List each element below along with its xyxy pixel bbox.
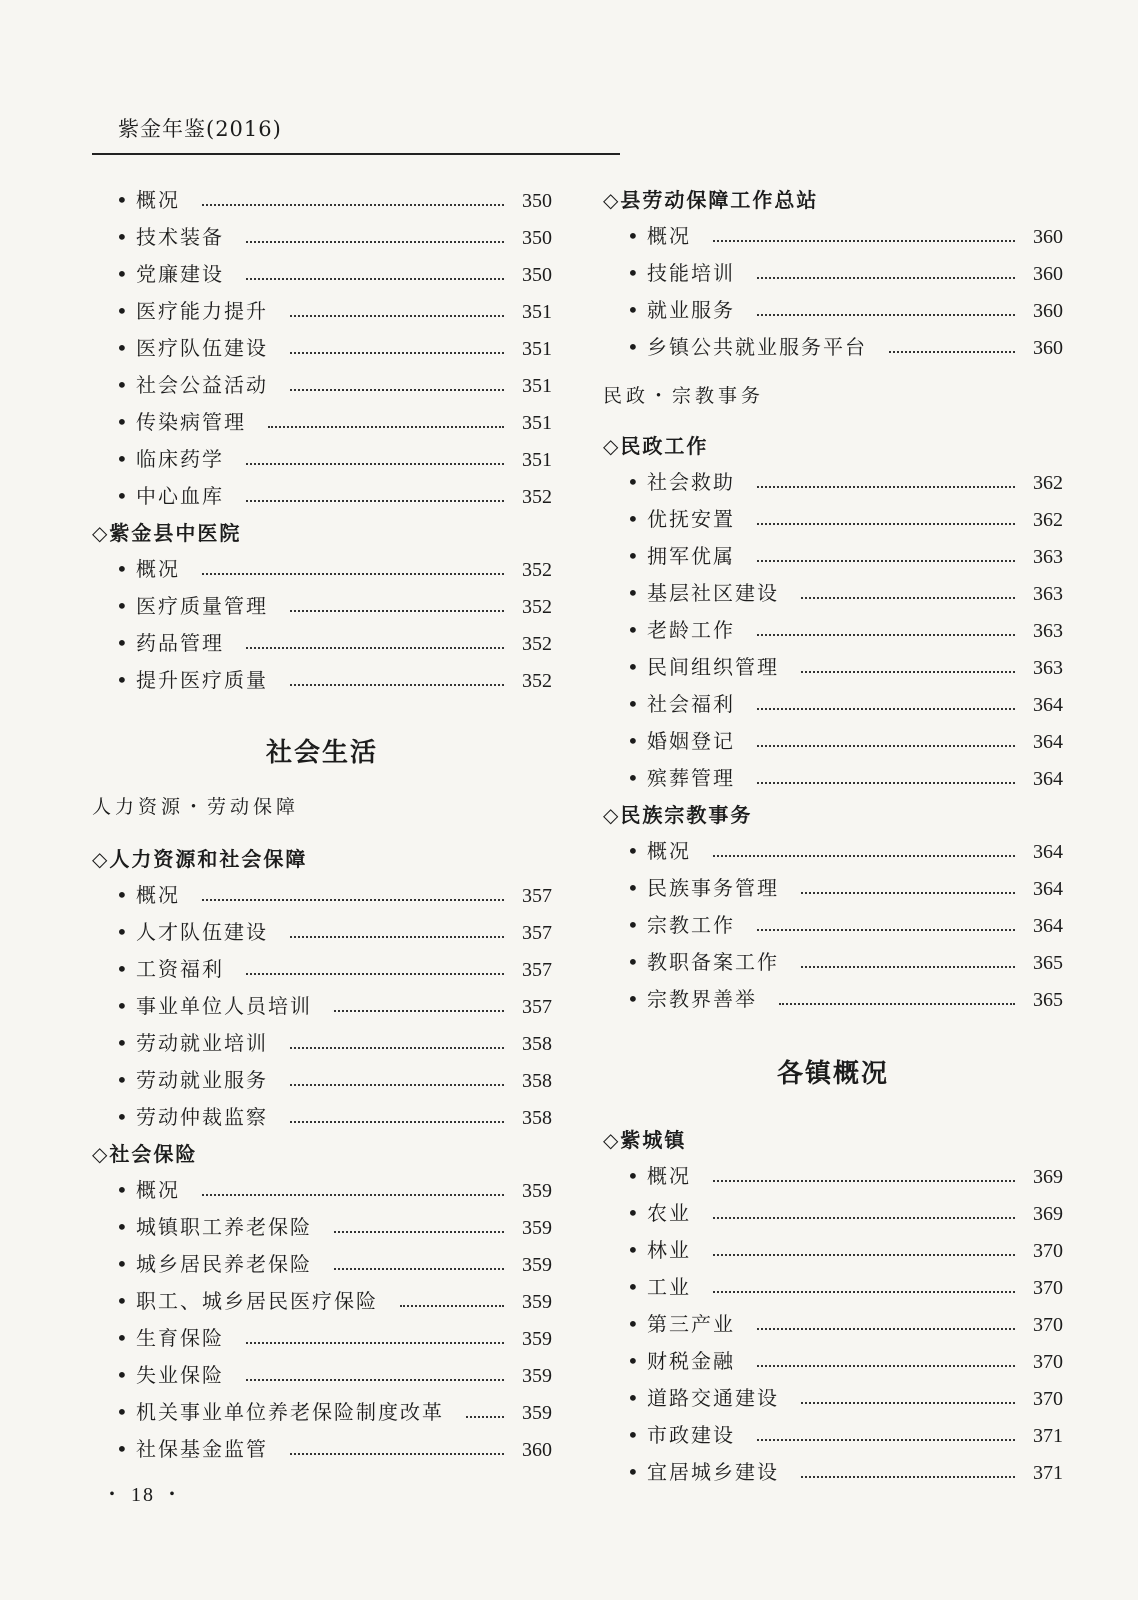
bullet-icon: •: [627, 950, 639, 974]
toc-entry-label: 市政建设: [647, 1423, 735, 1447]
dot-leader: [400, 1304, 504, 1307]
toc-entry-label: 拥军优属: [647, 544, 735, 568]
toc-entry-page: 360: [522, 1439, 552, 1461]
dot-leader: [290, 314, 504, 317]
dot-leader: [757, 276, 1015, 279]
toc-entry-page: 359: [522, 1180, 552, 1202]
dot-leader: [334, 1230, 504, 1233]
toc-entry-page: 358: [522, 1107, 552, 1129]
toc-entry-label: 社保基金监管: [136, 1437, 268, 1461]
dot-leader: [290, 935, 504, 938]
toc-entry-label: 林业: [647, 1238, 691, 1262]
toc-entry-label: 技术装备: [136, 225, 224, 249]
toc-entry[interactable]: [603, 464, 1063, 501]
bullet-icon: •: [627, 766, 639, 790]
toc-entry-label: 老龄工作: [647, 618, 735, 642]
bullet-icon: •: [116, 1363, 128, 1387]
toc-entry-label: 医疗能力提升: [136, 299, 268, 323]
toc-entry-label: 优抚安置: [647, 507, 735, 531]
toc-entry-page: 352: [522, 559, 552, 581]
toc-entry-label: 生育保险: [136, 1326, 224, 1350]
toc-entry-page: 363: [1033, 546, 1063, 568]
toc-entry-label: 宗教界善举: [647, 987, 757, 1011]
dot-leader: [290, 388, 504, 391]
toc-entry-page: 352: [522, 596, 552, 618]
toc-entry-page: 357: [522, 959, 552, 981]
bullet-icon: •: [116, 225, 128, 249]
toc-entry-label: 殡葬管理: [647, 766, 735, 790]
dot-leader: [246, 499, 504, 502]
toc-entry-page: 369: [1033, 1203, 1063, 1225]
dot-leader: [757, 707, 1015, 710]
toc-entry[interactable]: [603, 292, 1063, 329]
toc-entry-page: 362: [1033, 472, 1063, 494]
dot-leader: [246, 277, 504, 280]
dot-leader: [290, 1120, 504, 1123]
toc-entry[interactable]: [92, 1099, 552, 1136]
bullet-icon: •: [627, 470, 639, 494]
dot-leader: [290, 1452, 504, 1455]
bullet-icon: •: [116, 1400, 128, 1424]
toc-entry-page: 363: [1033, 620, 1063, 642]
bullet-icon: •: [116, 1437, 128, 1461]
toc-entry[interactable]: [92, 625, 552, 662]
toc-entry[interactable]: [603, 575, 1063, 612]
dot-leader: [202, 572, 504, 575]
toc-entry-page: 357: [522, 885, 552, 907]
toc-group-right-3: [603, 833, 1063, 1018]
dot-leader: [713, 1253, 1015, 1256]
toc-entry-label: 传染病管理: [136, 410, 246, 434]
toc-entry[interactable]: [603, 944, 1063, 981]
bullet-icon: •: [116, 1178, 128, 1202]
toc-entry-page: 350: [522, 264, 552, 286]
toc-entry-page: 351: [522, 375, 552, 397]
toc-entry-page: 364: [1033, 841, 1063, 863]
toc-entry[interactable]: [92, 1172, 552, 1209]
toc-entry[interactable]: [603, 1343, 1063, 1380]
toc-entry-label: 民间组织管理: [647, 655, 779, 679]
toc-entry-page: 364: [1033, 915, 1063, 937]
bullet-icon: •: [627, 1275, 639, 1299]
toc-entry[interactable]: [603, 981, 1063, 1018]
dot-leader: [779, 1002, 1015, 1005]
category-heading: 民政・宗教事务: [603, 385, 765, 407]
toc-entry-page: 370: [1033, 1388, 1063, 1410]
toc-entry-page: 359: [522, 1254, 552, 1276]
bullet-icon: •: [116, 994, 128, 1018]
dot-leader: [713, 1179, 1015, 1182]
bullet-icon: •: [116, 299, 128, 323]
toc-entry-label: 中心血库: [136, 484, 224, 508]
dot-leader: [246, 462, 504, 465]
toc-entry-label: 婚姻登记: [647, 729, 735, 753]
dot-leader: [246, 1341, 504, 1344]
toc-entry[interactable]: [92, 551, 552, 588]
toc-entry[interactable]: [92, 1209, 552, 1246]
bullet-icon: •: [627, 839, 639, 863]
toc-entry-label: 劳动就业培训: [136, 1031, 268, 1055]
dot-leader: [290, 351, 504, 354]
bullet-icon: •: [116, 373, 128, 397]
toc-entry[interactable]: [92, 367, 552, 404]
toc-entry[interactable]: [603, 907, 1063, 944]
toc-entry-page: 370: [1033, 1351, 1063, 1373]
toc-entry-label: 医疗质量管理: [136, 594, 268, 618]
bullet-icon: •: [627, 618, 639, 642]
dot-leader: [246, 1378, 504, 1381]
toc-entry-label: 基层社区建设: [647, 581, 779, 605]
toc-entry-page: 364: [1033, 694, 1063, 716]
bullet-icon: •: [627, 1164, 639, 1188]
toc-entry[interactable]: [603, 723, 1063, 760]
dot-leader: [246, 646, 504, 649]
bullet-icon: •: [116, 920, 128, 944]
toc-entry-label: 社会福利: [647, 692, 735, 716]
toc-entry-page: 369: [1033, 1166, 1063, 1188]
bullet-icon: •: [627, 692, 639, 716]
dot-leader: [757, 633, 1015, 636]
bullet-icon: •: [116, 668, 128, 692]
toc-entry-page: 357: [522, 996, 552, 1018]
toc-group-left-3: [92, 877, 552, 1136]
toc-entry-page: 352: [522, 486, 552, 508]
toc-entry-label: 道路交通建设: [647, 1386, 779, 1410]
page-number: ・ 18 ・: [102, 1484, 184, 1506]
toc-entry-label: 概况: [647, 224, 691, 248]
toc-group-left-4: [92, 1172, 552, 1468]
toc-entry-page: 359: [522, 1291, 552, 1313]
toc-entry-label: 就业服务: [647, 298, 735, 322]
toc-entry-page: 370: [1033, 1240, 1063, 1262]
toc-entry-page: 370: [1033, 1277, 1063, 1299]
toc-entry-label: 职工、城乡居民医疗保险: [136, 1289, 378, 1313]
toc-entry[interactable]: [603, 1269, 1063, 1306]
bullet-icon: •: [627, 1349, 639, 1373]
right-column: [603, 182, 1063, 1491]
toc-entry-label: 药品管理: [136, 631, 224, 655]
toc-entry-label: 社会救助: [647, 470, 735, 494]
dot-leader: [713, 1290, 1015, 1293]
toc-entry[interactable]: [92, 182, 552, 219]
bullet-icon: •: [627, 1201, 639, 1225]
bullet-icon: •: [116, 557, 128, 581]
bullet-icon: •: [627, 224, 639, 248]
bullet-icon: •: [627, 544, 639, 568]
toc-entry[interactable]: [92, 588, 552, 625]
section-heading: ◇社会保险: [92, 1142, 198, 1166]
toc-entry-label: 机关事业单位养老保险制度改革: [136, 1400, 444, 1424]
dot-leader: [757, 522, 1015, 525]
bullet-icon: •: [627, 507, 639, 531]
toc-entry[interactable]: [603, 870, 1063, 907]
toc-entry-label: 财税金融: [647, 1349, 735, 1373]
toc-entry-label: 医疗队伍建设: [136, 336, 268, 360]
toc-entry[interactable]: [603, 1417, 1063, 1454]
dot-leader: [757, 1438, 1015, 1441]
section-heading: ◇县劳动保障工作总站: [603, 188, 819, 212]
toc-entry-page: 364: [1033, 768, 1063, 790]
toc-entry[interactable]: [92, 1246, 552, 1283]
toc-entry[interactable]: [603, 218, 1063, 255]
bullet-icon: •: [627, 655, 639, 679]
toc-entry-page: 363: [1033, 657, 1063, 679]
toc-entry-page: 351: [522, 338, 552, 360]
bullet-icon: •: [116, 336, 128, 360]
toc-entry[interactable]: [603, 686, 1063, 723]
toc-entry[interactable]: [92, 988, 552, 1025]
toc-entry-label: 城镇职工养老保险: [136, 1215, 312, 1239]
section-heading: ◇民族宗教事务: [603, 803, 753, 827]
dot-leader: [713, 854, 1015, 857]
dot-leader: [757, 781, 1015, 784]
toc-entry[interactable]: [603, 255, 1063, 292]
toc-entry-page: 360: [1033, 263, 1063, 285]
toc-entry[interactable]: [92, 478, 552, 515]
toc-group-left-1: [92, 182, 552, 515]
bullet-icon: •: [116, 1289, 128, 1313]
dot-leader: [246, 972, 504, 975]
dot-leader: [889, 350, 1015, 353]
bullet-icon: •: [627, 987, 639, 1011]
toc-entry-label: 宜居城乡建设: [647, 1460, 779, 1484]
bullet-icon: •: [627, 298, 639, 322]
toc-entry-label: 技能培训: [647, 261, 735, 285]
left-column: [92, 182, 552, 1468]
toc-entry-label: 城乡居民养老保险: [136, 1252, 312, 1276]
dot-leader: [334, 1009, 504, 1012]
toc-entry-label: 劳动就业服务: [136, 1068, 268, 1092]
dot-leader: [334, 1267, 504, 1270]
bullet-icon: •: [116, 484, 128, 508]
bullet-icon: •: [116, 1252, 128, 1276]
toc-entry-label: 概况: [136, 883, 180, 907]
bullet-icon: •: [627, 1386, 639, 1410]
toc-entry-page: 362: [1033, 509, 1063, 531]
toc-entry[interactable]: [92, 330, 552, 367]
toc-entry[interactable]: [603, 501, 1063, 538]
toc-entry[interactable]: [92, 1394, 552, 1431]
toc-entry-page: 365: [1033, 952, 1063, 974]
toc-entry-label: 宗教工作: [647, 913, 735, 937]
bullet-icon: •: [116, 1068, 128, 1092]
toc-entry[interactable]: [603, 1232, 1063, 1269]
toc-entry-label: 概况: [136, 1178, 180, 1202]
bullet-icon: •: [116, 957, 128, 981]
toc-entry-label: 事业单位人员培训: [136, 994, 312, 1018]
dot-leader: [246, 240, 504, 243]
toc-entry-label: 工资福利: [136, 957, 224, 981]
toc-entry[interactable]: [603, 760, 1063, 797]
toc-entry[interactable]: [92, 1320, 552, 1357]
toc-entry[interactable]: [92, 1357, 552, 1394]
toc-entry[interactable]: [603, 329, 1063, 366]
toc-entry[interactable]: [92, 662, 552, 699]
section-heading: ◇民政工作: [603, 434, 709, 458]
toc-entry-page: 371: [1033, 1425, 1063, 1447]
toc-entry-label: 社会公益活动: [136, 373, 268, 397]
toc-entry[interactable]: [92, 441, 552, 478]
toc-entry-label: 教职备案工作: [647, 950, 779, 974]
toc-entry-page: 359: [522, 1402, 552, 1424]
toc-entry-label: 工业: [647, 1275, 691, 1299]
chapter-heading: 各镇概况: [776, 1059, 889, 1089]
toc-entry[interactable]: [92, 1431, 552, 1468]
toc-group-right-1: [603, 218, 1063, 366]
bullet-icon: •: [116, 188, 128, 212]
dot-leader: [801, 1401, 1015, 1404]
dot-leader: [713, 239, 1015, 242]
dot-leader: [801, 891, 1015, 894]
toc-entry[interactable]: [92, 293, 552, 330]
toc-entry[interactable]: [603, 1380, 1063, 1417]
toc-entry-label: 临床药学: [136, 447, 224, 471]
bullet-icon: •: [627, 876, 639, 900]
bullet-icon: •: [116, 262, 128, 286]
category-heading: 人力资源・劳动保障: [92, 796, 300, 818]
chapter-heading: 社会生活: [265, 738, 378, 768]
toc-group-left-2: [92, 551, 552, 699]
bullet-icon: •: [627, 1312, 639, 1336]
toc-entry-page: 365: [1033, 989, 1063, 1011]
toc-entry-page: 364: [1033, 731, 1063, 753]
running-header-title: 紫金年鉴(2016): [118, 117, 282, 141]
dot-leader: [713, 1216, 1015, 1219]
section-heading: ◇人力资源和社会保障: [92, 847, 308, 871]
toc-entry[interactable]: [92, 1062, 552, 1099]
toc-entry-label: 农业: [647, 1201, 691, 1225]
toc-entry-page: 370: [1033, 1314, 1063, 1336]
section-heading: ◇紫城镇: [603, 1128, 687, 1152]
toc-entry-page: 358: [522, 1033, 552, 1055]
bullet-icon: •: [116, 410, 128, 434]
toc-entry-page: 350: [522, 190, 552, 212]
toc-entry[interactable]: [603, 1306, 1063, 1343]
toc-entry-label: 概况: [136, 557, 180, 581]
dot-leader: [757, 485, 1015, 488]
toc-entry[interactable]: [603, 1158, 1063, 1195]
bullet-icon: •: [627, 1238, 639, 1262]
toc-entry-page: 352: [522, 670, 552, 692]
toc-entry[interactable]: [603, 538, 1063, 575]
toc-entry-label: 概况: [647, 1164, 691, 1188]
toc-entry-label: 第三产业: [647, 1312, 735, 1336]
toc-entry[interactable]: [92, 256, 552, 293]
dot-leader: [202, 898, 504, 901]
toc-entry-page: 363: [1033, 583, 1063, 605]
dot-leader: [801, 670, 1015, 673]
dot-leader: [290, 1046, 504, 1049]
bullet-icon: •: [116, 883, 128, 907]
toc-entry-page: 351: [522, 301, 552, 323]
toc-entry-page: 352: [522, 633, 552, 655]
toc-entry-page: 359: [522, 1365, 552, 1387]
toc-entry-page: 350: [522, 227, 552, 249]
toc-entry-label: 人才队伍建设: [136, 920, 268, 944]
dot-leader: [757, 1364, 1015, 1367]
toc-group-right-2: [603, 464, 1063, 797]
toc-entry-page: 359: [522, 1328, 552, 1350]
dot-leader: [757, 928, 1015, 931]
dot-leader: [801, 965, 1015, 968]
toc-entry[interactable]: [92, 1025, 552, 1062]
bullet-icon: •: [116, 1215, 128, 1239]
bullet-icon: •: [116, 631, 128, 655]
toc-entry-label: 概况: [136, 188, 180, 212]
toc-entry-page: 359: [522, 1217, 552, 1239]
toc-entry-page: 360: [1033, 226, 1063, 248]
dot-leader: [202, 1193, 504, 1196]
toc-entry[interactable]: [92, 914, 552, 951]
bullet-icon: •: [627, 1460, 639, 1484]
dot-leader: [757, 559, 1015, 562]
toc-entry-page: 360: [1033, 337, 1063, 359]
toc-entry-page: 364: [1033, 878, 1063, 900]
bullet-icon: •: [116, 1105, 128, 1129]
toc-entry-page: 357: [522, 922, 552, 944]
bullet-icon: •: [627, 335, 639, 359]
toc-entry[interactable]: [603, 833, 1063, 870]
toc-entry[interactable]: [92, 877, 552, 914]
toc-entry[interactable]: [92, 1283, 552, 1320]
toc-entry-page: 371: [1033, 1462, 1063, 1484]
toc-entry-page: 358: [522, 1070, 552, 1092]
dot-leader: [268, 425, 504, 428]
toc-group-right-4: [603, 1158, 1063, 1491]
toc-entry[interactable]: [603, 1454, 1063, 1491]
dot-leader: [801, 1475, 1015, 1478]
bullet-icon: •: [627, 581, 639, 605]
toc-entry-label: 乡镇公共就业服务平台: [647, 335, 867, 359]
toc-entry-label: 党廉建设: [136, 262, 224, 286]
header-rule: [92, 153, 620, 155]
toc-entry[interactable]: [603, 649, 1063, 686]
section-heading: ◇紫金县中医院: [92, 521, 242, 545]
bullet-icon: •: [627, 261, 639, 285]
toc-entry[interactable]: [92, 219, 552, 256]
bullet-icon: •: [627, 913, 639, 937]
dot-leader: [202, 203, 504, 206]
toc-entry[interactable]: [92, 951, 552, 988]
bullet-icon: •: [116, 447, 128, 471]
toc-entry-label: 失业保险: [136, 1363, 224, 1387]
dot-leader: [757, 744, 1015, 747]
dot-leader: [757, 1327, 1015, 1330]
dot-leader: [290, 683, 504, 686]
toc-entry-label: 劳动仲裁监察: [136, 1105, 268, 1129]
dot-leader: [290, 1083, 504, 1086]
toc-entry-page: 360: [1033, 300, 1063, 322]
dot-leader: [466, 1415, 504, 1418]
bullet-icon: •: [627, 729, 639, 753]
toc-entry-label: 民族事务管理: [647, 876, 779, 900]
dot-leader: [290, 609, 504, 612]
toc-entry[interactable]: [603, 612, 1063, 649]
toc-entry[interactable]: [603, 1195, 1063, 1232]
bullet-icon: •: [116, 1326, 128, 1350]
toc-entry-label: 提升医疗质量: [136, 668, 268, 692]
dot-leader: [801, 596, 1015, 599]
dot-leader: [757, 313, 1015, 316]
bullet-icon: •: [116, 1031, 128, 1055]
toc-entry-page: 351: [522, 412, 552, 434]
toc-entry[interactable]: [92, 404, 552, 441]
bullet-icon: •: [116, 594, 128, 618]
bullet-icon: •: [627, 1423, 639, 1447]
toc-entry-page: 351: [522, 449, 552, 471]
toc-entry-label: 概况: [647, 839, 691, 863]
